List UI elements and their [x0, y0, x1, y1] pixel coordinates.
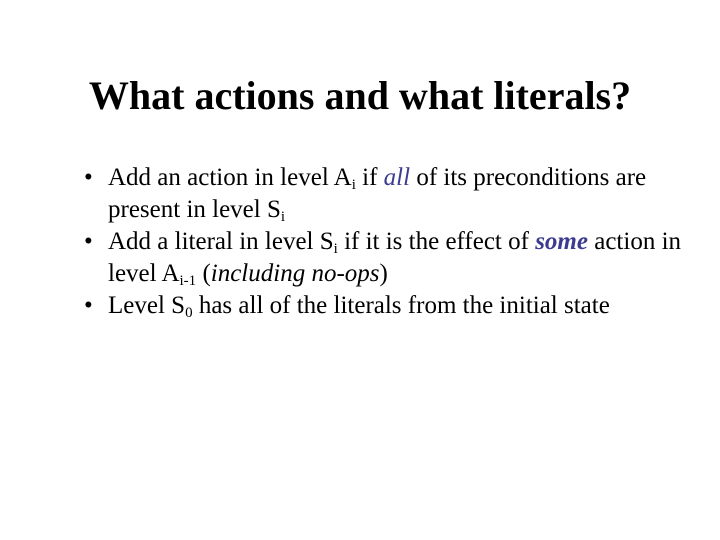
bullet-dot: • — [84, 292, 93, 319]
bullet-dot: • — [84, 228, 93, 255]
emphasis-all: all — [383, 164, 411, 191]
text-segment: if it is the effect of — [337, 228, 536, 255]
subscript: i-1 — [179, 273, 197, 289]
text-segment: ) — [379, 260, 388, 287]
italic-note: including no-ops — [210, 260, 380, 287]
text-segment: if — [355, 164, 384, 191]
slide-title: What actions and what literals? — [88, 73, 632, 118]
bullet-action-level — [84, 162, 704, 226]
text-segment: has all of the literals from the initial state — [192, 292, 610, 319]
bullet-dot: • — [84, 164, 93, 191]
subscript: i — [333, 241, 338, 257]
emphasis-some: some — [535, 228, 588, 255]
subscript: 0 — [185, 305, 193, 321]
text-segment: ( — [196, 260, 211, 287]
bullet-literal-level — [84, 226, 704, 290]
text-segment: Level S — [108, 292, 186, 319]
subscript: i — [351, 177, 356, 193]
text-segment: of its preconditions are present in level S — [108, 164, 647, 223]
bullet-level-s0 — [84, 290, 704, 322]
text-segment: Add a literal in level S — [108, 228, 334, 255]
text-segment: Add an action in level A — [108, 164, 352, 191]
text-segment: action in level A — [108, 228, 682, 287]
bullet-list — [84, 162, 704, 322]
subscript: i — [280, 209, 286, 225]
